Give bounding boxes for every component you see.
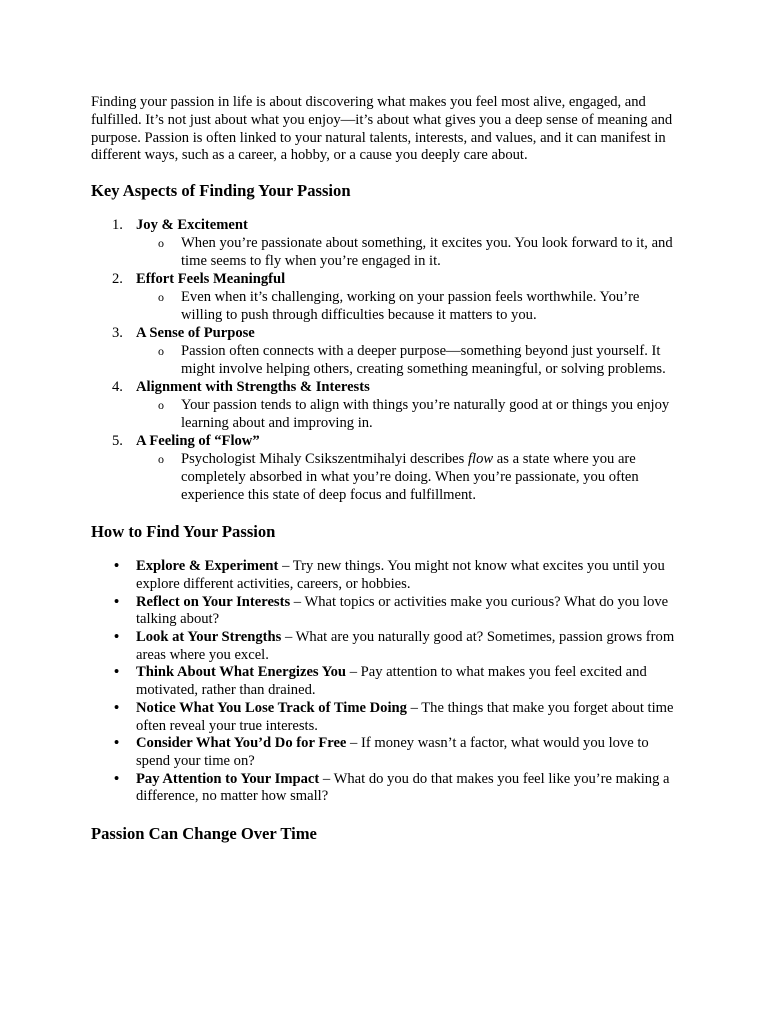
aspect-title: Joy & Excitement [136, 217, 248, 234]
aspect-detail [91, 450, 681, 504]
tip-title: Consider What You’d Do for Free [136, 735, 347, 752]
tip-text: – The things that make you forget about time often reveal your true interests. [136, 699, 674, 734]
aspect-detail-text: Your passion tends to align with things you’re naturally good at or things you enjoy learning about and improving in. [181, 397, 670, 432]
bullet-icon: • [114, 629, 120, 645]
aspect-number: 1. [112, 217, 123, 234]
tip-text: – Try new things. You might not know what excites you until you explore different activities, careers, or hobbies. [136, 558, 665, 592]
circle-bullet-icon: o [158, 344, 164, 359]
aspect-detail [91, 396, 681, 432]
tip-title: Reflect on Your Interests [136, 593, 291, 610]
key-aspects-list [91, 216, 681, 504]
circle-bullet-icon: o [158, 290, 164, 305]
bullet-icon: • [114, 699, 120, 716]
tip-item [91, 735, 681, 770]
tip-item [91, 664, 681, 699]
aspect-number: 2. [112, 271, 123, 288]
aspect-detail-text-start: Psychologist Mihaly Csikszentmihalyi describes [181, 451, 468, 468]
tip-item [91, 629, 681, 664]
aspect-title: Alignment with Strengths & Interests [136, 379, 370, 396]
passion-change-heading: Passion Can Change Over Time [91, 824, 317, 844]
aspect-number: 3. [112, 325, 123, 342]
aspect-item [91, 432, 681, 504]
aspect-number: 4. [112, 379, 123, 396]
aspect-item [91, 270, 681, 324]
tip-text: – What are you naturally good at? Sometimes, passion grows from areas where you excel. [136, 629, 675, 663]
tip-text: – If money wasn’t a factor, what would you love to spend your time on? [136, 735, 649, 769]
circle-bullet-icon: o [158, 236, 164, 251]
bullet-icon: • [114, 735, 120, 752]
tip-item [91, 771, 681, 806]
tip-text: – What topics or activities make you curious? What do you love talking about? [136, 593, 669, 628]
document-page [91, 94, 681, 844]
circle-bullet-icon: o [158, 398, 164, 413]
aspect-number: 5. [112, 433, 123, 450]
intro-paragraph: Finding your passion in life is about discovering what makes you feel most alive, engaged, and fulfilled. It’s not just about what you enjoy—it’s about what gives you a deep sense of meaning and purpose. Passion is often linked to your natural talents, interests, and values, and it can manifest in different ways, such as a career, a hobby, or a cause you deeply care about. [91, 94, 673, 164]
key-aspects-heading: Key Aspects of Finding Your Passion [91, 181, 351, 201]
aspect-detail-text-end: as a state where you are completely absorbed in what you’re doing. When you’re passionate, you often experience this state of deep focus and fulfillment. [181, 451, 639, 504]
aspect-title: A Sense of Purpose [136, 325, 255, 342]
tip-title: Look at Your Strengths [136, 629, 282, 645]
aspect-detail [91, 234, 681, 270]
bullet-icon: • [114, 770, 120, 787]
bullet-icon: • [114, 558, 120, 575]
tip-text: – Pay attention to what makes you feel excited and motivated, rather than drained. [136, 664, 647, 699]
aspect-item [91, 216, 681, 270]
tip-item [91, 700, 681, 735]
circle-bullet-icon: o [158, 452, 164, 467]
aspect-detail-text: Even when it’s challenging, working on your passion feels worthwhile. You’re willing to push through difficulties because it matters to you. [181, 289, 640, 324]
aspect-detail [91, 342, 681, 378]
tip-title: Explore & Experiment [136, 558, 279, 575]
aspect-item [91, 378, 681, 432]
aspect-detail-text: When you’re passionate about something, it excites you. You look forward to it, and time seems to fly when you’re engaged in it. [181, 235, 673, 270]
aspect-detail-text: Passion often connects with a deeper purpose—something beyond just yourself. It might involve helping others, creating something meaningful, or solving problems. [181, 343, 666, 378]
aspect-title: A Feeling of “Flow” [136, 433, 260, 450]
bullet-icon: • [114, 593, 120, 610]
how-to-heading: How to Find Your Passion [91, 522, 276, 542]
flow-term: flow [468, 451, 494, 468]
tip-text: – What do you do that makes you feel like you’re making a difference, no matter how small? [136, 770, 670, 805]
tip-title: Notice What You Lose Track of Time Doing [136, 699, 407, 716]
aspect-item [91, 324, 681, 378]
bullet-icon: • [114, 664, 120, 681]
aspect-detail [91, 288, 681, 324]
tip-title: Think About What Energizes You [136, 664, 347, 681]
tip-item [91, 558, 681, 593]
aspect-title: Effort Feels Meaningful [136, 271, 286, 288]
tip-item [91, 594, 681, 629]
how-to-list [91, 558, 681, 806]
tip-title: Pay Attention to Your Impact [136, 770, 320, 787]
